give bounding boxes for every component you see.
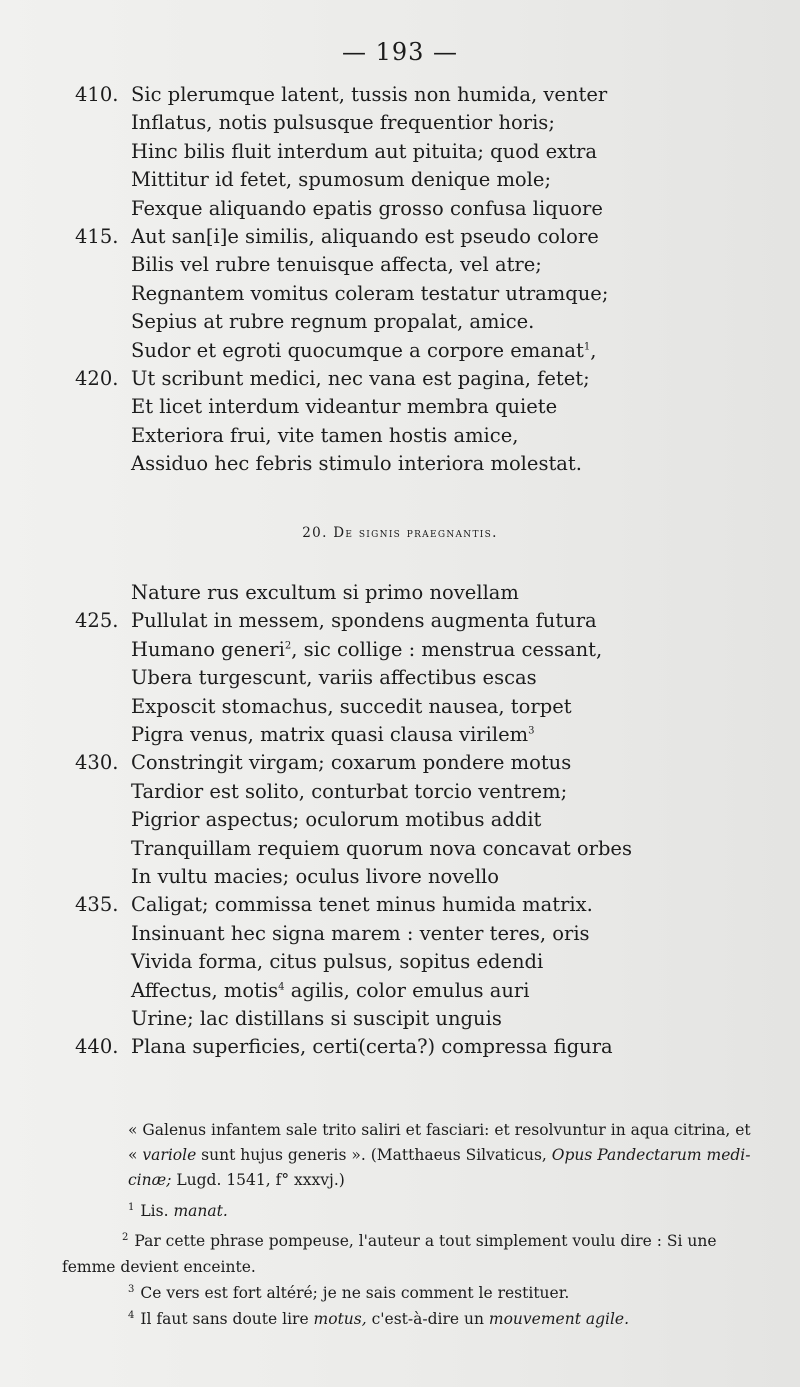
verse-text: Hinc bilis fluit interdum aut pituita; quod extra: [131, 139, 597, 163]
verse-text: Sepius at rubre regnum propalat, amice.: [131, 310, 535, 334]
section-title: 20. De signis praegnantis.: [302, 525, 498, 541]
page-number: — 193 —: [341, 38, 459, 66]
quote-line-1: « Galenus infantem sale trito saliri et fasciari: et resolvuntur in aqua citrina, et: [128, 1121, 751, 1139]
quote-line-3: cinæ; Lugd. 1541, f° xxxvj.): [128, 1171, 345, 1189]
verse-text: Tranquillam requiem quorum nova concavat orbes: [131, 836, 632, 860]
verse-text: Et licet interdum videantur membra quiete: [131, 395, 558, 419]
verse-line: [0, 392, 800, 422]
verse-text: Tardior est solito, conturbat torcio ventrem;: [131, 779, 568, 803]
verse-text: Exposcit stomachus, succedit nausea, torpet: [131, 694, 572, 718]
verse-text: Sudor et egroti quocumque a corpore emanat$^1$,: [131, 338, 597, 362]
verse-text: Mittitur id fetet, spumosum denique mole;: [131, 168, 552, 192]
footnote-ref: 1: [583, 341, 591, 353]
footnote-number: 2: [122, 1231, 129, 1243]
verse-text: Ut scribunt medici, nec vana est pagina, fetet;: [131, 367, 590, 390]
verse-line: [0, 165, 800, 195]
verse-line: [0, 449, 800, 479]
verse-text: Regnantem vomitus coleram testatur utramque;: [131, 281, 609, 305]
footnote-number: 3: [128, 1283, 135, 1295]
verse-number: 430.: [75, 751, 119, 775]
verse-text: Caligat; commissa tenet minus humida matrix.: [131, 893, 593, 917]
verse-line: [0, 805, 800, 835]
verse-line: [0, 890, 800, 920]
footnote-ref: 4: [278, 981, 285, 993]
verse-text: Plana superficies, certi(certa?) compressa figura: [131, 1035, 613, 1059]
verse-line: [0, 222, 800, 252]
verse-line: [0, 635, 800, 665]
verse-text: Pigra venus, matrix quasi clausa virilem$^3$: [131, 723, 535, 746]
verse-line: [0, 692, 800, 722]
verse-text: In vultu macies; oculus livore novello: [131, 865, 500, 888]
verse-text: Assiduo hec febris stimulo interiora molestat.: [131, 452, 582, 476]
verse-number: 410.: [75, 83, 119, 106]
verse-line: [0, 663, 800, 693]
verse-line: [0, 364, 800, 394]
verse-line: [0, 336, 800, 366]
verse-text: Fexque aliquando epatis grosso confusa liquore: [131, 196, 603, 220]
verse-line: [0, 194, 800, 224]
footnote-number: 4: [128, 1309, 135, 1321]
verse-line: [0, 834, 800, 864]
verse-line: [0, 919, 800, 949]
verse-text: Vivida forma, citus pulsus, sopitus edendi: [131, 950, 544, 974]
verse-line: [0, 1004, 800, 1034]
verse-number: 415.: [75, 225, 119, 248]
verse-line: [0, 720, 800, 750]
verse-text: Urine; lac distillans si suscipit unguis: [131, 1007, 502, 1030]
verse-line: [0, 1032, 800, 1062]
verse-text: Sic plerumque latent, tussis non humida, venter: [131, 83, 608, 106]
verse-line: [0, 80, 800, 110]
verse-text: Ubera turgescunt, variis affectibus escas: [131, 666, 537, 690]
verse-line: [0, 947, 800, 977]
verse-line: [0, 279, 800, 309]
verse-line: [0, 748, 800, 778]
verse-line: [0, 421, 800, 451]
footnote-1: $^1$ Lis. manat.: [128, 1201, 228, 1220]
footnote-3: $^3$ Ce vers est fort altéré; je ne sais comment le restituer.: [128, 1283, 570, 1302]
verse-text: Exteriora frui, vite tamen hostis amice,: [131, 423, 519, 447]
verse-line: [0, 777, 800, 807]
footnote-ref: 2: [284, 640, 292, 652]
verse-text: Constringit virgam; coxarum pondere motus: [131, 751, 572, 775]
verse-number: 435.: [75, 893, 119, 917]
verse-line: [0, 250, 800, 280]
footnote-2: $^2$ Par cette phrase pompeuse, l'auteur a tout simplement voulu dire : Si une femme devient enceinte.: [62, 1231, 717, 1276]
verse-line: [0, 976, 800, 1006]
footnote-quote: [128, 1118, 768, 1193]
verse-number: 420.: [75, 367, 119, 390]
verse-text: Insinuant hec signa marem : venter teres, oris: [131, 921, 590, 945]
verse-text: Aut san[i]e similis, aliquando est pseudo colore: [131, 225, 599, 248]
verse-text: Bilis vel rubre tenuisque affecta, vel atre;: [131, 253, 542, 277]
quote-line-2: « variole sunt hujus generis ». (Matthaeus Silvaticus, Opus Pandectarum medi-: [128, 1146, 751, 1164]
footnote-ref: 3: [528, 725, 535, 737]
verse-text: Pigrior aspectus; oculorum motibus addit: [131, 808, 542, 832]
footnote-4: $^4$ Il faut sans doute lire motus, c'est-à-dire un mouvement agile.: [128, 1309, 630, 1328]
verse-text: Pullulat in messem, spondens augmenta futura: [131, 609, 597, 633]
verse-line: [0, 137, 800, 167]
footnote-number: 1: [128, 1201, 135, 1213]
verse-text: Inflatus, notis pulsusque frequentior horis;: [131, 111, 555, 135]
verse-line: [0, 108, 800, 138]
verse-line: [0, 307, 800, 337]
verse-text: Humano generi$^2$, sic collige : menstrua cessant,: [131, 637, 603, 661]
verse-text: Nature rus excultum si primo novellam: [131, 581, 519, 604]
verse-number: 440.: [75, 1035, 119, 1059]
verse-line: [0, 578, 800, 608]
verse-line: [0, 606, 800, 636]
verse-number: 425.: [75, 609, 119, 633]
verse-text: Affectus, motis$^4$ agilis, color emulus auri: [131, 978, 530, 1002]
verse-line: [0, 862, 800, 892]
